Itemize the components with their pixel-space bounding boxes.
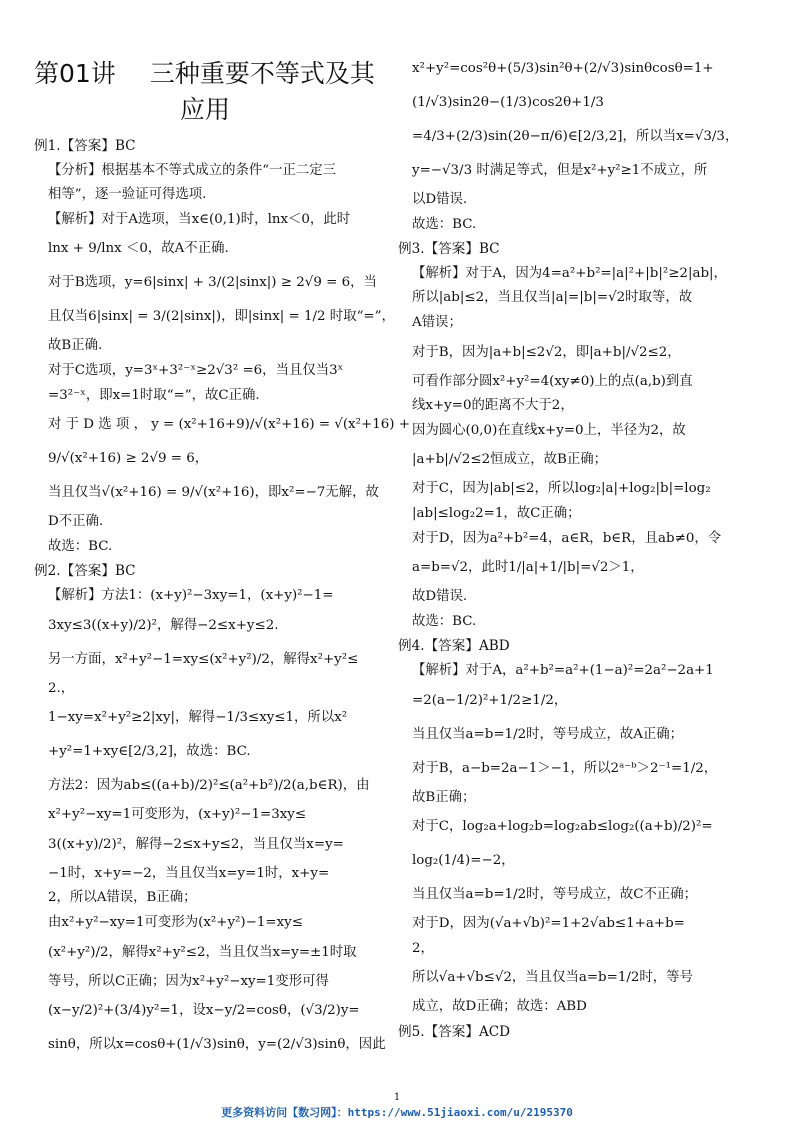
- example-heading: 例2.【答案】BC: [34, 563, 136, 580]
- text-line: 对于B选项，y=6|sinx| + 3/(2|sinx|) ≥ 2√9 = 6，当: [48, 275, 377, 291]
- text-line: 当且仅当√(x²+16) = 9/√(x²+16)，即x²=−7无解，故: [48, 485, 379, 501]
- text-line: 方法2：因为ab≤((a+b)/2)²≤(a²+b²)/2(a,b∈R)，由: [48, 778, 370, 794]
- text-line: 由x²+y²−xy=1可变形为(x²+y²)−1=xy≤: [48, 914, 303, 930]
- example-heading: 例5.【答案】ACD: [398, 1023, 511, 1040]
- text-line: 故D错误.: [412, 589, 468, 605]
- text-line: 等号，所以C正确；因为x²+y²−xy=1变形可得: [48, 973, 329, 989]
- text-line: +y²=1+xy∈[2/3,2]，故选：BC.: [48, 744, 251, 760]
- text-line: x²+y²=cos²θ+(5/3)sin²θ+(2/√3)sinθcosθ=1+: [412, 61, 714, 76]
- text-line: 对于C选项，y=3ˣ+3²⁻ˣ≥2√3² =6，当且仅当3ˣ: [48, 362, 344, 378]
- lecture-title-line2: 应用: [180, 95, 231, 124]
- text-line: 且仅当6|sinx| = 3/(2|sinx|)，即|sinx| = 1/2 时取“=”，: [48, 309, 395, 325]
- lecture-number: 第01讲: [34, 59, 116, 88]
- text-line: (x−y/2)²+(3/4)y²=1，设x−y/2=cosθ，(√3/2)y=: [48, 1003, 360, 1019]
- text-line: 1−xy=x²+y²≥2|xy|，解得−1/3≤xy≤1，所以x²: [48, 710, 348, 726]
- text-line: −1时，x+y=−2，当且仅当x=y=1时，x+y=: [48, 865, 330, 881]
- text-line: 3((x+y)/2)²，解得−2≤x+y≤2，当且仅当x=y=: [48, 836, 344, 852]
- text-line: 相等”，逐一验证可得选项.: [48, 187, 207, 203]
- text-line: 因为圆心(0,0)在直线x+y=0上，半径为2，故: [412, 422, 686, 438]
- text-line: 对 于 D 选 项 ， y = (x²+16+9)/√(x²+16) = √(x²+16) +: [48, 417, 410, 433]
- text-line: y=−√3/3 时满足等式，但是x²+y²≥1不成立，所: [412, 163, 708, 178]
- text-line: sinθ，所以x=cosθ+(1/√3)sinθ，y=(2/√3)sinθ，因此: [48, 1037, 386, 1053]
- text-line: 所以|ab|≤2，当且仅当|a|=|b|=√2时取等，故: [412, 290, 693, 306]
- text-line: 对于C，因为|ab|≤2，所以log₂|a|+log₂|b|=log₂: [412, 481, 711, 497]
- example-heading: 例3.【答案】BC: [398, 241, 500, 258]
- text-line: 故选：BC.: [48, 538, 113, 554]
- text-line: 故B正确.: [48, 338, 103, 354]
- text-line: 可看作部分圆x²+y²=4(xy≠0)上的点(a,b)到直: [412, 373, 693, 389]
- right-text-lines: [398, 52, 762, 1044]
- text-line: 3xy≤3((x+y)/2)²，解得−2≤x+y≤2.: [48, 617, 279, 633]
- example-heading: 例1.【答案】BC: [34, 138, 136, 154]
- text-line: 另一方面，x²+y²−1=xy≤(x²+y²)/2，解得x²+y²≤: [48, 651, 359, 667]
- page-title: [34, 56, 384, 128]
- text-line: 当且仅当a=b=1/2时，等号成立，故C不正确；: [412, 887, 698, 903]
- text-line: =4/3+(2/3)sin(2θ−π/6)∈[2/3,2]，所以当x=√3/3，: [412, 129, 739, 144]
- text-line: 【解析】对于A，a²+b²=a²+(1−a)²=2a²−2a+1: [412, 662, 714, 678]
- text-line: 对于D，因为a²+b²=4，a∈R，b∈R，且ab≠0，令: [412, 530, 722, 546]
- text-line: 【解析】方法1：(x+y)²−3xy=1，(x+y)²−1=: [48, 587, 334, 603]
- text-line: log₂(1/4)=−2，: [412, 853, 515, 869]
- text-line: A错误；: [412, 314, 462, 330]
- text-line: 成立，故D正确；故选：ABD: [412, 999, 587, 1015]
- text-line: x²+y²−xy=1可变形为，(x+y)²−1=3xy≤: [48, 807, 307, 823]
- text-line: 对于B，a−b=2a−1＞−1，所以2ᵃ⁻ᵇ＞2⁻¹=1/2，: [412, 760, 718, 776]
- text-line: 2，所以A错误，B正确；: [48, 890, 197, 906]
- left-column: [34, 56, 410, 1062]
- left-text-lines: [34, 134, 410, 1062]
- text-line: 对于D，因为(√a+√b)²=1+2√ab≤1+a+b=: [412, 916, 685, 932]
- text-line: D不正确.: [48, 514, 104, 530]
- text-line: |a+b|/√2≤2恒成立，故B正确；: [412, 452, 608, 468]
- text-line: (x²+y²)/2，解得x²+y²≤2，当且仅当x=y=±1时取: [48, 944, 357, 960]
- text-line: 2，: [412, 940, 434, 956]
- text-line: 【解析】对于A选项，当x∈(0,1)时，lnx＜0，此时: [48, 211, 351, 227]
- lecture-title: 三种重要不等式及其: [149, 59, 375, 88]
- text-line: (1/√3)sin2θ−(1/3)cos2θ+1/3: [412, 95, 604, 110]
- text-line: lnx + 9/lnx ＜0，故A不正确.: [48, 241, 229, 257]
- text-line: |ab|≤log₂2=1，故C正确；: [412, 505, 581, 521]
- text-line: 线x+y=0的距离不大于2，: [412, 398, 574, 414]
- text-line: 故选：BC.: [412, 613, 477, 629]
- text-line: 故选：BC.: [412, 216, 477, 232]
- text-line: 2.，: [48, 680, 75, 696]
- right-column: [398, 52, 762, 1044]
- page-number: 1: [393, 1092, 401, 1103]
- text-line: 当且仅当a=b=1/2时，等号成立，故A正确；: [412, 726, 684, 742]
- text-line: 【解析】对于A，因为4=a²+b²=|a|²+|b|²≥2|ab|，: [412, 265, 727, 281]
- text-line: 以D错误.: [412, 192, 468, 207]
- text-line: =2(a−1/2)²+1/2≥1/2，: [412, 692, 568, 708]
- text-line: =3²⁻ˣ，即x=1时取“=”，故C正确.: [48, 387, 260, 403]
- text-line: a=b=√2，此时1/|a|+1/|b|=√2＞1，: [412, 560, 644, 576]
- text-line: 对于B，因为|a+b|≤2√2，即|a+b|/√2≤2，: [412, 344, 681, 360]
- text-line: 9/√(x²+16) ≥ 2√9 = 6，: [48, 451, 209, 467]
- text-line: 故B正确；: [412, 789, 476, 805]
- text-line: 所以√a+√b≤√2，当且仅当a=b=1/2时，等号: [412, 970, 693, 986]
- footer-link[interactable]: 更多资料访问【数习网】：https://www.51jiaoxi.com/u/2195370: [221, 1106, 573, 1119]
- text-line: 【分析】根据基本不等式成立的条件“一正二定三: [48, 162, 337, 178]
- text-line: 对于C，log₂a+log₂b=log₂ab≤log₂((a+b)/2)²=: [412, 819, 713, 835]
- example-heading: 例4.【答案】ABD: [398, 638, 510, 655]
